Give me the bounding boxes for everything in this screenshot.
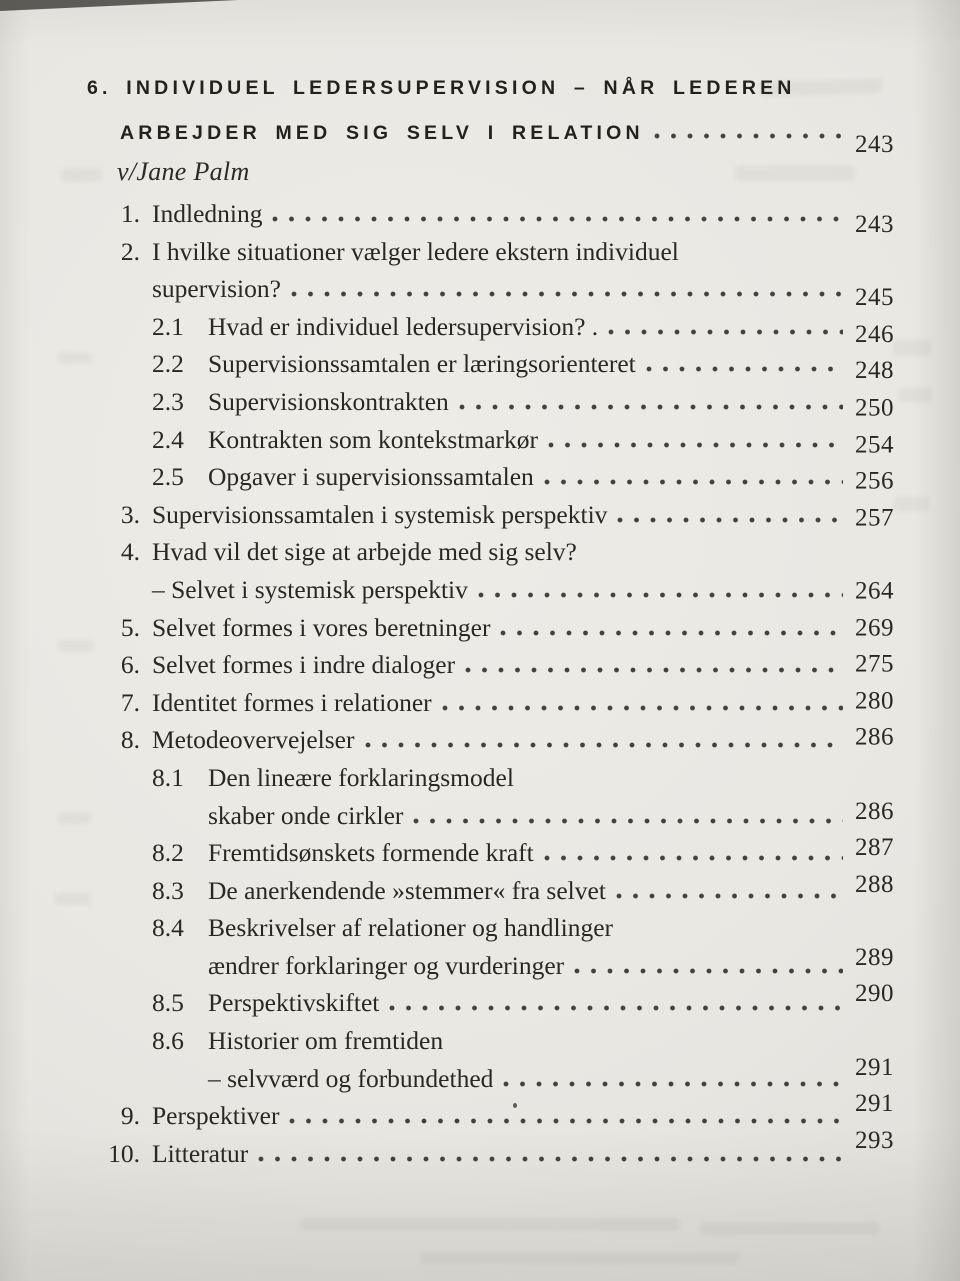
toc-entry-number: 9. <box>120 1101 140 1131</box>
dot-leader <box>289 1118 843 1124</box>
toc-entry-number: 7. <box>120 687 140 717</box>
toc-row <box>87 1127 905 1173</box>
toc-entry-title: ændrer forklaringer og vurderinger <box>208 950 565 980</box>
dot-leader <box>500 630 843 636</box>
toc-row <box>87 270 905 312</box>
toc-row <box>87 458 905 496</box>
toc-page-number: 293 <box>855 1127 894 1155</box>
chapter-page-number: 243 <box>855 131 894 158</box>
toc-page-number: 287 <box>855 833 894 861</box>
toc-page-number: 245 <box>855 284 894 312</box>
toc-page-number: 290 <box>855 980 894 1008</box>
dot-leader <box>459 404 843 410</box>
toc-entry-title: Supervisionskontrakten <box>208 386 449 416</box>
toc-entry-title: skaber onde cirkler <box>208 800 404 830</box>
dot-leader <box>574 968 843 974</box>
toc-row <box>87 943 905 985</box>
dot-leader <box>413 818 843 824</box>
toc-page-number: 291 <box>855 1090 894 1118</box>
toc-entry-number: 5. <box>120 612 140 642</box>
toc-page-number: 243 <box>855 211 894 238</box>
toc-entry-title: Hvad er individuel ledersupervision? . <box>208 311 599 341</box>
toc-page-number: 250 <box>855 394 894 422</box>
dot-leader <box>258 1156 843 1162</box>
toc-row <box>87 1053 905 1098</box>
dot-leader <box>617 517 843 523</box>
toc-row <box>87 909 905 947</box>
toc-entry-number: 8.2 <box>152 838 184 868</box>
dot-leader <box>654 133 843 139</box>
toc-row <box>87 834 905 872</box>
toc-row <box>87 195 905 238</box>
toc-entry-number: 2.2 <box>152 349 184 379</box>
toc-page-number: 289 <box>855 943 894 971</box>
toc-page-number: 286 <box>855 797 894 825</box>
toc-row <box>87 571 905 609</box>
toc-entry-number: 2.5 <box>152 462 184 492</box>
toc-entry-title: Indledning <box>152 199 263 228</box>
dot-leader <box>608 329 843 335</box>
toc-page-number: 291 <box>855 1053 894 1081</box>
toc-entry-title: Fremtidsønskets formende kraft <box>208 838 534 868</box>
toc-page-number: 254 <box>855 430 894 458</box>
toc-page-number: 248 <box>855 357 894 385</box>
toc-page-number: 246 <box>855 320 894 348</box>
toc-entry-number: 8. <box>120 725 140 755</box>
toc-entry-number: 8.5 <box>152 988 184 1018</box>
toc-page-number: 269 <box>855 614 894 642</box>
toc-entry-number: 8.3 <box>152 875 184 905</box>
toc-entry-title: Supervisionssamtalen er læringsorienteret <box>208 349 636 379</box>
toc-entry-title: Metodeovervejelser <box>152 725 355 755</box>
toc-page-number: 286 <box>855 724 894 752</box>
toc-entry-number: 8.1 <box>152 762 184 792</box>
toc-row <box>87 233 905 271</box>
dot-leader <box>544 479 843 485</box>
toc-entry-number: 2.3 <box>152 386 184 416</box>
toc-entry-title: – selvværd og forbundethed <box>208 1063 494 1093</box>
toc-row <box>87 421 905 459</box>
toc-row <box>87 383 905 421</box>
chapter-heading-line2 <box>87 110 905 158</box>
toc-entry-number: 8.6 <box>152 1026 184 1056</box>
toc-page-number: 275 <box>855 650 894 678</box>
dot-leader <box>544 855 843 861</box>
toc-entry-number: 2.1 <box>152 311 184 341</box>
toc-entry-title: Supervisionssamtalen i systemisk perspektiv <box>152 499 608 529</box>
dot-leader <box>291 291 843 297</box>
toc-row <box>87 308 905 346</box>
toc-entry-number: 2. <box>120 236 140 266</box>
toc-page-number: 257 <box>855 504 894 532</box>
toc-entry-title: Hvad vil det sige at arbejde med sig selv? <box>152 537 577 567</box>
toc-entry-title: Litteratur <box>152 1138 249 1168</box>
toc-page-number: 280 <box>855 687 894 715</box>
toc-row <box>87 980 905 1022</box>
toc-row <box>87 646 905 684</box>
toc-entry-number: 8.4 <box>152 913 184 943</box>
toc-page-number: 264 <box>855 577 894 605</box>
toc-row <box>87 797 905 835</box>
chapter-heading-line2-text: ARBEJDER MED SIG SELV I RELATION <box>120 122 644 144</box>
toc-entry-number: 4. <box>120 537 140 567</box>
toc-entry-title: Perspektivskiftet <box>208 988 380 1018</box>
dot-leader <box>389 1005 843 1011</box>
toc-row <box>87 609 905 647</box>
dot-leader <box>478 592 843 598</box>
toc-entry-number: 3. <box>120 499 140 529</box>
toc-entry-title: supervision? <box>152 274 281 304</box>
toc-entry-title: Kontrakten som kontekstmarkør <box>208 424 539 454</box>
dot-leader <box>503 1081 843 1087</box>
dot-leader <box>616 893 843 899</box>
toc-entry-title: Opgaver i supervisionssamtalen <box>208 462 534 492</box>
toc-row <box>87 345 905 383</box>
toc-row <box>87 1090 905 1135</box>
dot-leader <box>442 705 843 711</box>
dot-leader <box>646 366 843 372</box>
toc-entry-title: Historier om fremtiden <box>208 1026 444 1056</box>
chapter-heading <box>87 66 905 158</box>
chapter-heading-line1: 6. INDIVIDUEL LEDERSUPERVISION – NÅR LEDEREN <box>87 77 796 99</box>
toc-entry-title: Perspektiver <box>152 1101 280 1131</box>
dot-leader <box>365 742 844 748</box>
dot-leader <box>465 667 843 673</box>
toc-row <box>87 872 905 910</box>
toc-entry-title: I hvilke situationer vælger ledere ekstern individuel <box>152 236 679 266</box>
chapter-author: v/Jane Palm <box>117 157 250 186</box>
toc-entry-list <box>87 195 905 1172</box>
dot-leader <box>272 216 843 222</box>
dot-leader <box>548 442 843 448</box>
toc-entry-number: 6. <box>120 650 140 680</box>
toc-entry-title: Selvet formes i indre dialoger <box>152 650 456 680</box>
toc-entry-number: 10. <box>108 1138 140 1168</box>
toc-entry-title: Identitet formes i relationer <box>152 687 432 717</box>
toc-row <box>87 759 905 797</box>
toc-page-number: 288 <box>855 870 894 898</box>
toc-row <box>87 533 905 571</box>
toc-entry-number: 1. <box>120 199 140 228</box>
toc-entry-title: De anerkendende »stemmer« fra selvet <box>208 875 606 905</box>
toc-entry-title: Den lineære forklaringsmodel <box>208 762 514 792</box>
toc-row <box>87 496 905 534</box>
toc-entry-title: – Selvet i systemisk perspektiv <box>152 574 468 604</box>
toc-row <box>87 721 905 759</box>
toc-entry-number: 2.4 <box>152 424 184 454</box>
toc-page-number: 256 <box>855 467 894 495</box>
toc-row <box>87 684 905 722</box>
toc-row <box>87 1022 905 1060</box>
toc-entry-title: Beskrivelser af relationer og handlinger <box>208 913 614 943</box>
toc-entry-title: Selvet formes i vores beretninger <box>152 612 491 642</box>
